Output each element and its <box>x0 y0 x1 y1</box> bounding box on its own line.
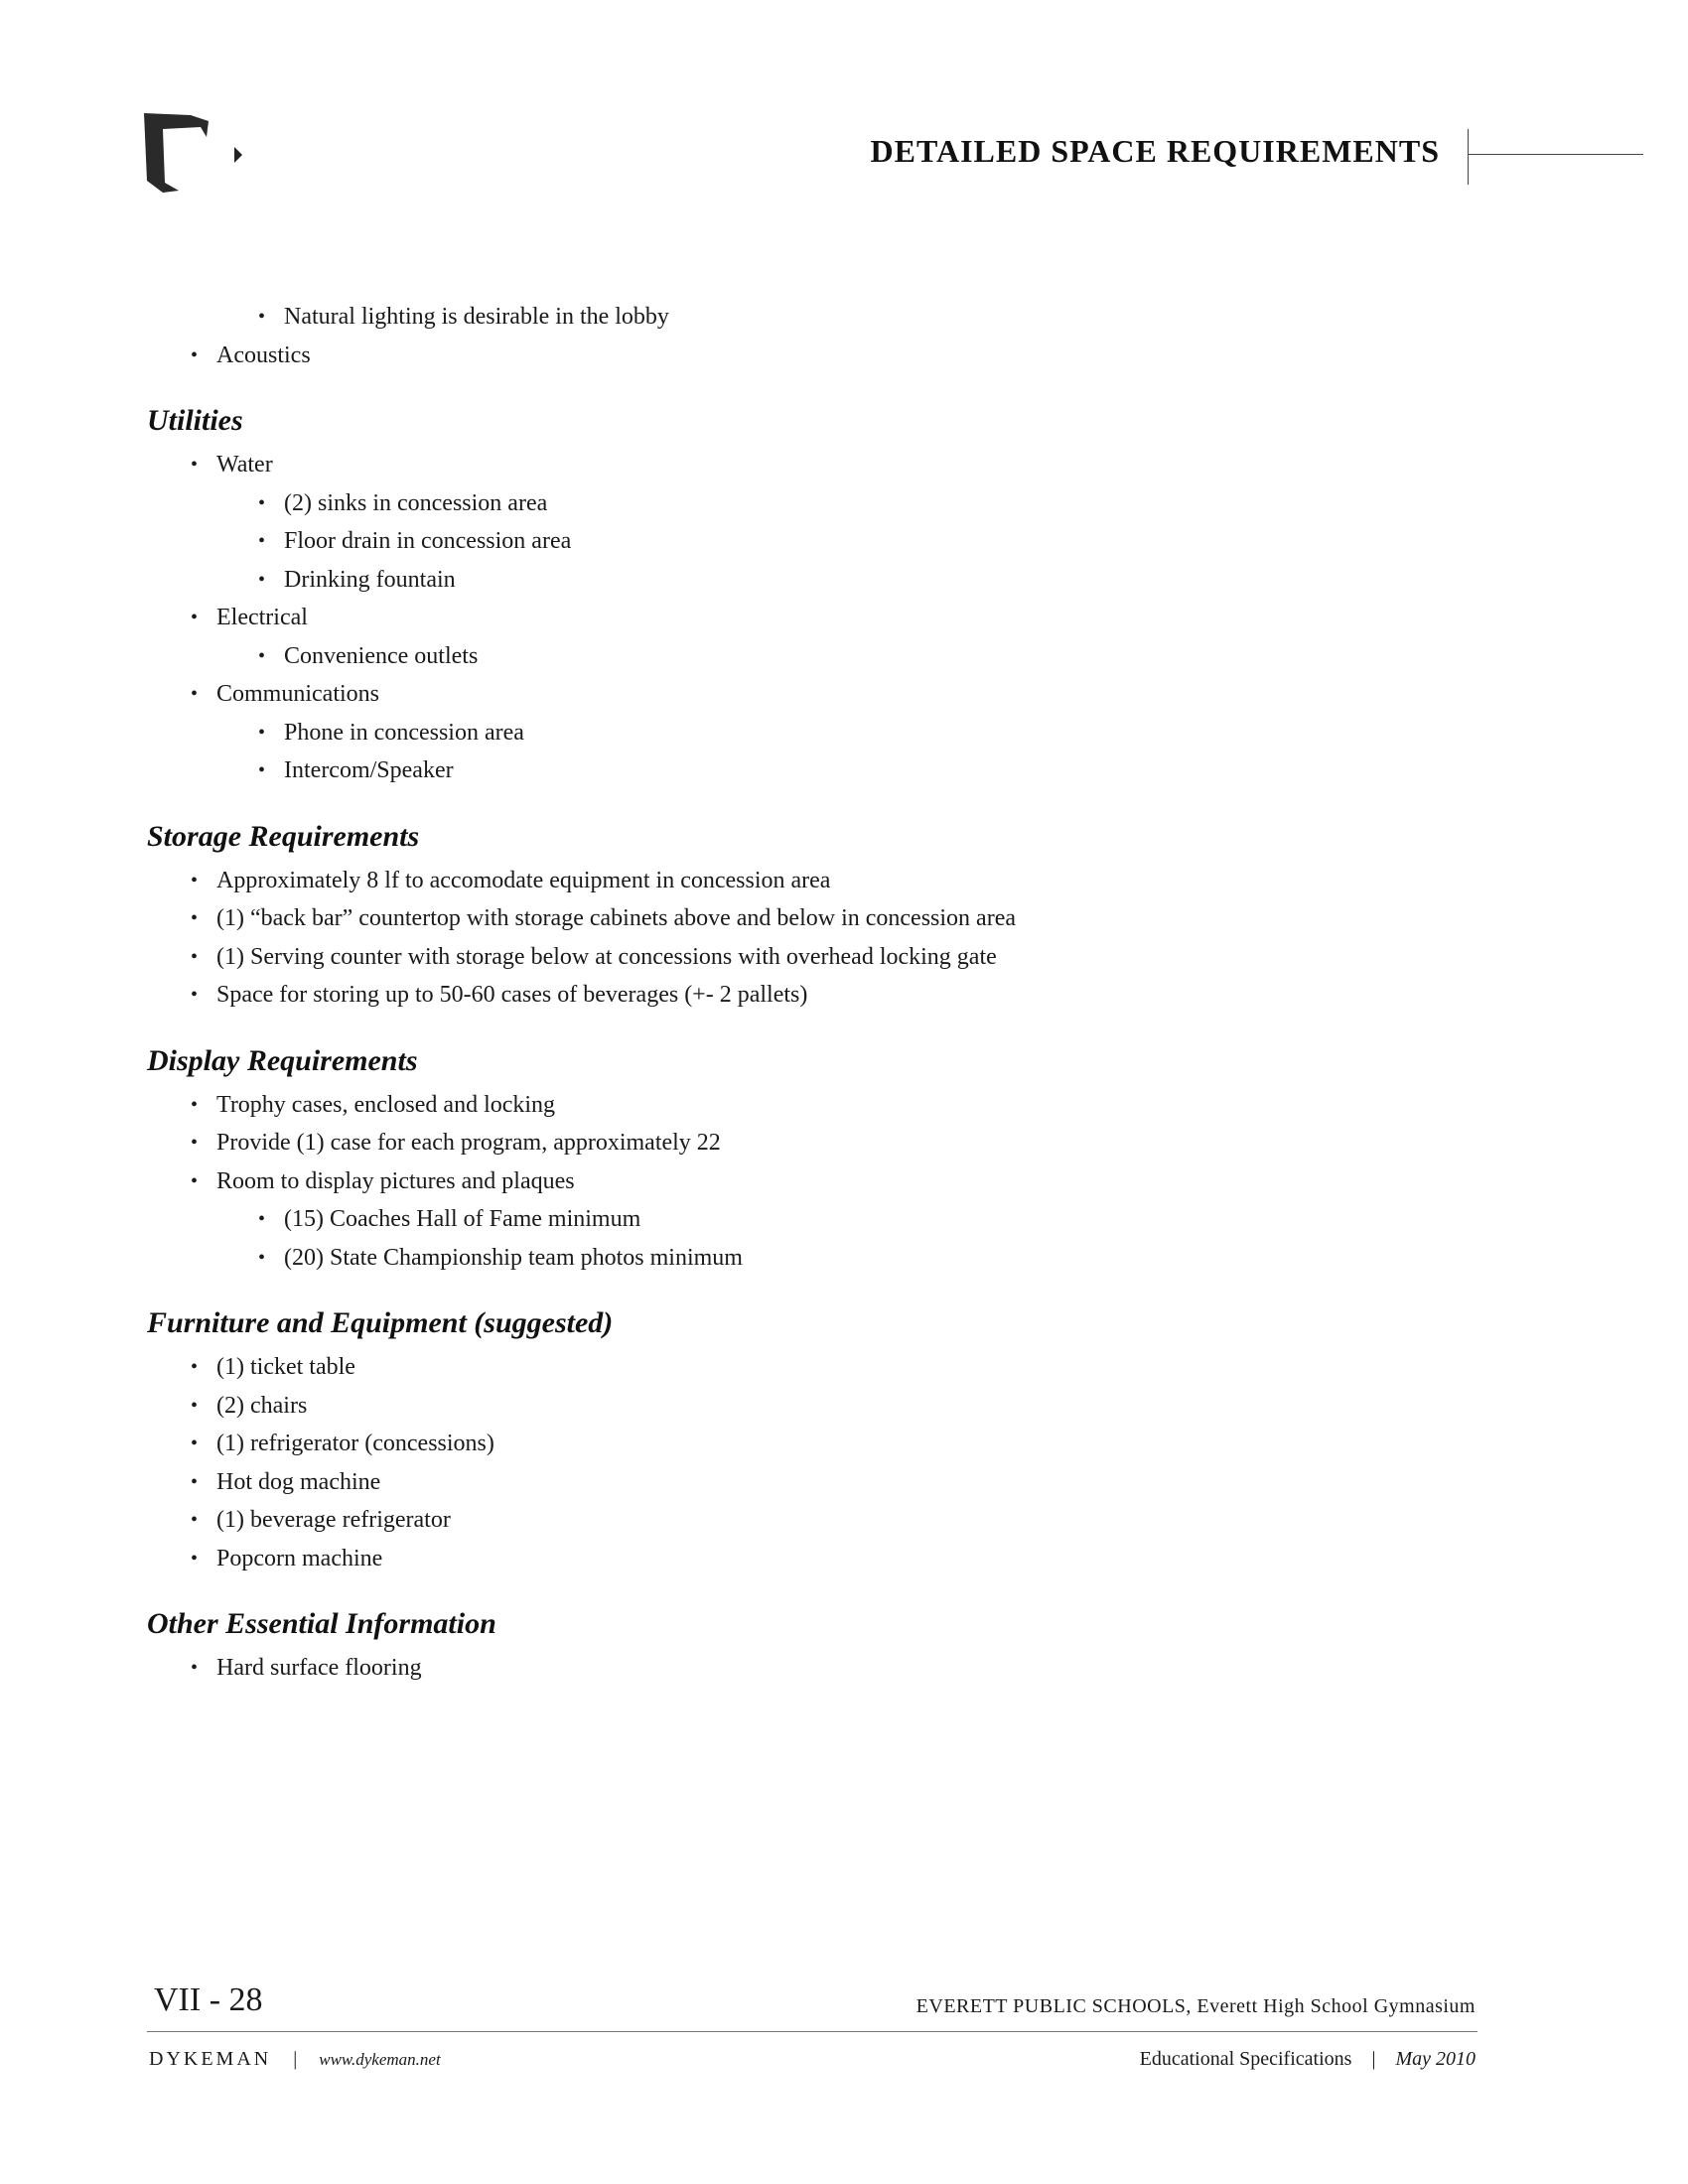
list-item: • Approximately 8 lf to accomodate equipment in concession area <box>147 862 1438 900</box>
section-list <box>147 862 1438 1015</box>
section-list <box>147 446 1438 790</box>
section-title: Storage Requirements <box>147 819 420 853</box>
list-item: • Popcorn machine <box>147 1540 1438 1578</box>
list-item: • Room to display pictures and plaques <box>147 1162 1438 1201</box>
header-tick <box>1468 129 1469 185</box>
section-title: Utilities <box>147 404 243 437</box>
section-list <box>147 1086 1438 1278</box>
list-item: • (1) Serving counter with storage below at concessions with overhead locking gate <box>147 938 1438 977</box>
footer-organization: EVERETT PUBLIC SCHOOLS, Everett High School Gymnasium <box>915 1995 1476 2017</box>
list-item: • Trophy cases, enclosed and locking <box>147 1086 1438 1125</box>
footer-brand: DYKEMAN <box>149 2048 272 2070</box>
sub-list-item: • Phone in concession area <box>147 714 1438 752</box>
sub-list-item: • (20) State Championship team photos minimum <box>147 1239 1438 1278</box>
list-item: • (1) beverage refrigerator <box>147 1501 1438 1540</box>
continued-list <box>147 298 1438 374</box>
section <box>147 1306 1438 1577</box>
list-item: • Acoustics <box>147 337 1438 375</box>
list-item: • (1) ticket table <box>147 1348 1438 1387</box>
document-body <box>147 298 1438 1717</box>
footer-right <box>1140 2048 1476 2071</box>
list-item: • Space for storing up to 50-60 cases of beverages (+- 2 pallets) <box>147 976 1438 1015</box>
dykeman-logo-mark <box>139 111 258 210</box>
footer-right-separator: | <box>1371 2048 1376 2070</box>
section-title: Other Essential Information <box>147 1607 496 1640</box>
footer-left-separator: | <box>293 2048 298 2070</box>
footer-date: May 2010 <box>1395 2048 1476 2070</box>
section <box>147 404 1438 790</box>
section-title: Furniture and Equipment (suggested) <box>147 1306 614 1339</box>
list-item: • Hard surface flooring <box>147 1649 1438 1688</box>
section-list <box>147 1348 1438 1577</box>
sections-container <box>147 404 1438 1688</box>
list-item: • Hot dog machine <box>147 1463 1438 1502</box>
footer-url[interactable]: www.dykeman.net <box>319 2050 441 2069</box>
page-header-title: DETAILED SPACE REQUIREMENTS <box>870 133 1440 169</box>
list-item: • Electrical <box>147 599 1438 637</box>
sub-list-item: • Intercom/Speaker <box>147 751 1438 790</box>
footer-doc-type: Educational Specifications <box>1139 2048 1352 2070</box>
footer-left <box>149 2048 441 2071</box>
section <box>147 1607 1438 1688</box>
list-item: • (1) “back bar” countertop with storage cabinets above and below in concession area <box>147 899 1438 938</box>
sub-list-item: • Drinking fountain <box>147 561 1438 600</box>
section <box>147 1044 1438 1278</box>
list-item: • Water <box>147 446 1438 484</box>
list-item: • Communications <box>147 675 1438 714</box>
footer-rule <box>147 2031 1477 2032</box>
sub-list-item: • Natural lighting is desirable in the lobby <box>147 298 1438 337</box>
sub-list-item: • (15) Coaches Hall of Fame minimum <box>147 1200 1438 1239</box>
sub-list-item: • Convenience outlets <box>147 637 1438 676</box>
page-number: VII - 28 <box>154 1981 263 2018</box>
section-title: Display Requirements <box>147 1043 418 1077</box>
section-list <box>147 1649 1438 1688</box>
sub-list-item: • Floor drain in concession area <box>147 522 1438 561</box>
section <box>147 820 1438 1015</box>
list-item: • Provide (1) case for each program, approximately 22 <box>147 1124 1438 1162</box>
sub-list-item: • (2) sinks in concession area <box>147 484 1438 523</box>
header-rule <box>1468 154 1643 155</box>
list-item: • (1) refrigerator (concessions) <box>147 1425 1438 1463</box>
list-item: • (2) chairs <box>147 1387 1438 1426</box>
